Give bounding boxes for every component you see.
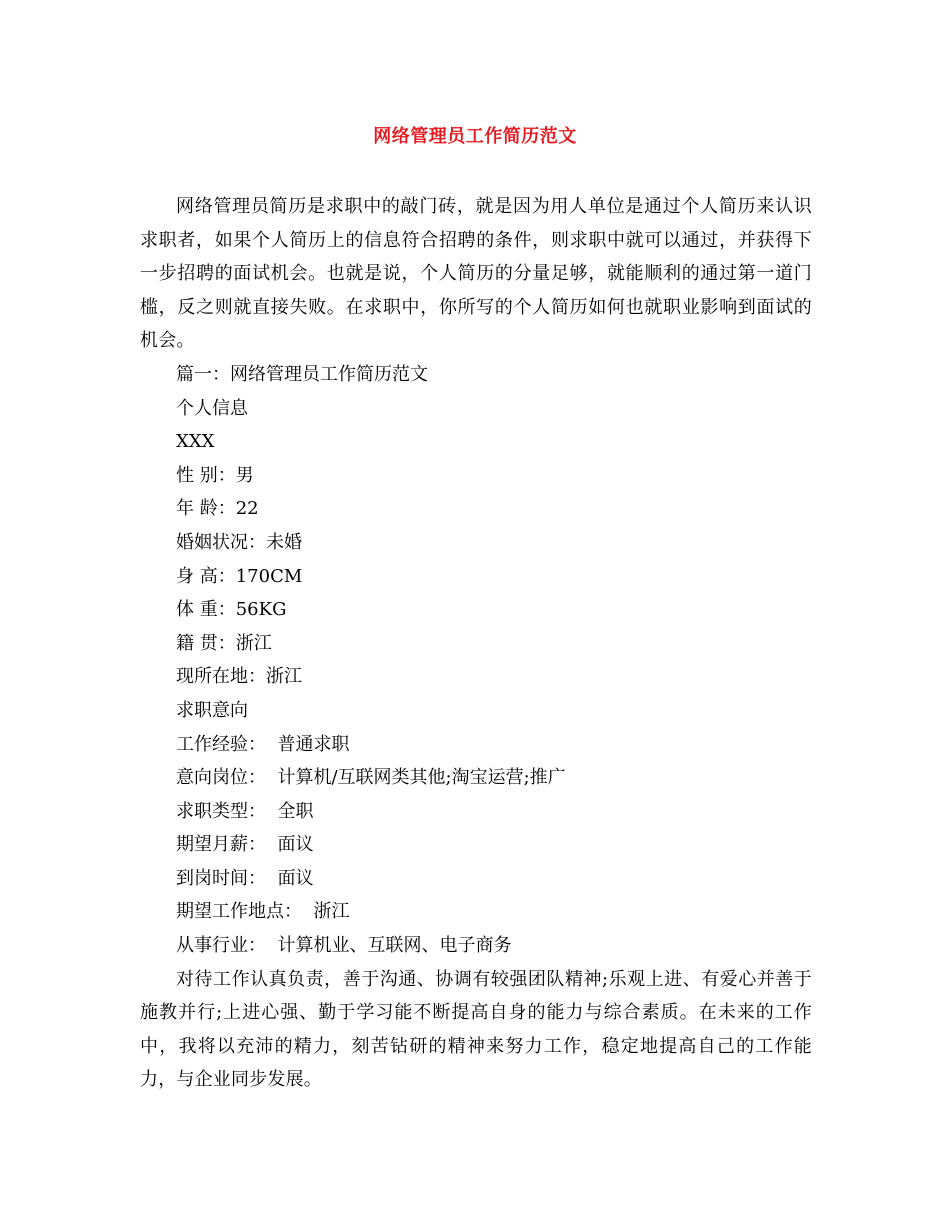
position-line: 意向岗位： 计算机/互联网类其他;淘宝运营;推广 — [176, 767, 566, 789]
marital-status-line: 婚姻状况：未婚 — [176, 531, 302, 553]
location-line: 现所在地：浙江 — [176, 666, 302, 688]
origin-line: 籍 贯：浙江 — [176, 632, 272, 654]
name-line: XXX — [176, 431, 215, 453]
gender-line: 性 别：男 — [176, 464, 254, 486]
work-place-line: 期望工作地点： 浙江 — [176, 901, 350, 923]
industry-line: 从事行业： 计算机业、互联网、电子商务 — [176, 935, 512, 957]
document-body — [140, 190, 812, 1097]
age-line: 年 龄：22 — [176, 498, 259, 520]
start-time-line: 到岗时间： 面议 — [176, 867, 314, 889]
experience-line: 工作经验： 普通求职 — [176, 733, 350, 755]
intro-paragraph: 网络管理员简历是求职中的敲门砖，就是因为用人单位是通过个人简历来认识求职者，如果个人简历上的信息符合招聘的条件，则求职中就可以通过，并获得下一步招聘的面试机会。也就是说，个人简历的分量足够，就能顺利的通过第一道门槛，反之则就直接失败。在求职中，你所写的个人简历如何也就职业影响到面试的机会。 — [140, 196, 812, 352]
page-title: 网络管理员工作简历范文 — [373, 126, 577, 147]
weight-line: 体 重：56KG — [176, 599, 287, 621]
job-intent-heading: 求职意向 — [176, 699, 248, 721]
section-heading: 篇一：网络管理员工作简历范文 — [176, 363, 428, 385]
salary-line: 期望月薪： 面议 — [176, 834, 314, 856]
job-type-line: 求职类型： 全职 — [176, 800, 314, 822]
personal-info-heading: 个人信息 — [176, 397, 248, 419]
height-line: 身 高：170CM — [176, 565, 303, 587]
self-evaluation-paragraph: 对待工作认真负责，善于沟通、协调有较强团队精神;乐观上进、有爱心并善于施教并行;上进心强、勤于学习能不断提高自身的能力与综合素质。在未来的工作中，我将以充沛的精力，刻苦钻研的精神来努力工作，稳定地提高自己的工作能力，与企业同步发展。 — [140, 968, 812, 1091]
